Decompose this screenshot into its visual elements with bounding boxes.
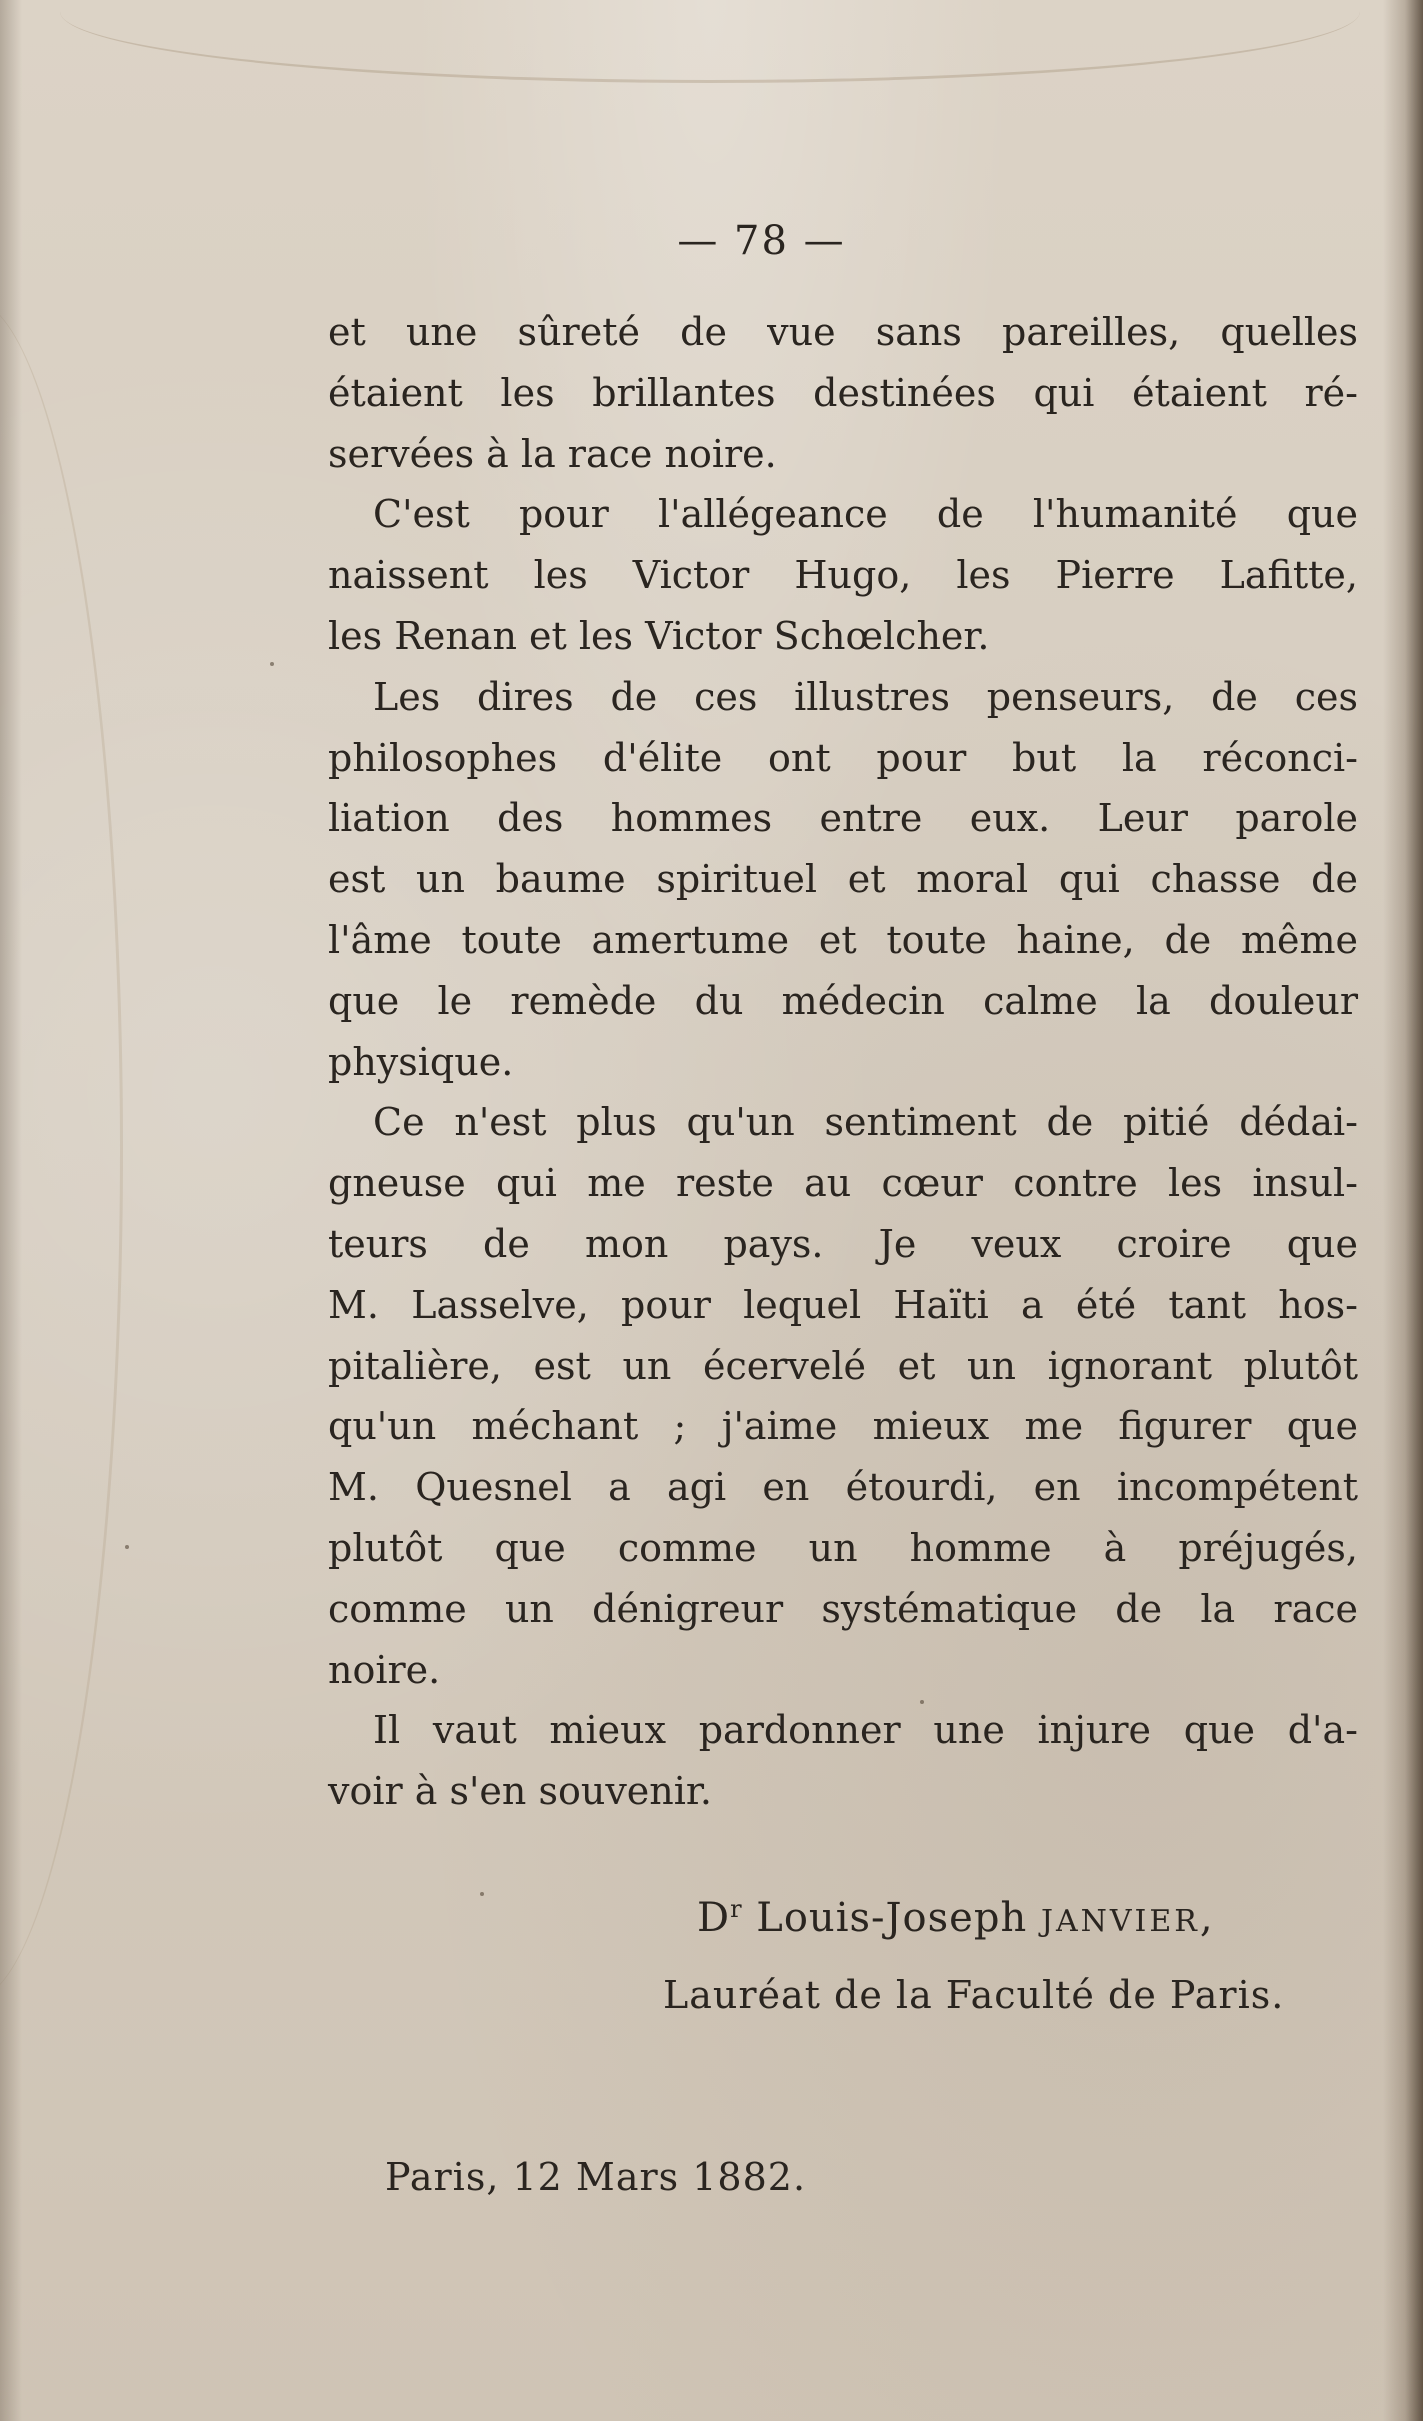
- body-text: [328, 302, 1358, 1822]
- text-line: et une sûreté de vue sans pareilles, quelles: [328, 310, 1358, 354]
- text-line: l'âme toute amertume et toute haine, de même: [328, 917, 1358, 962]
- text-line: est un baume spirituel et moral qui chasse de: [328, 857, 1358, 902]
- date-line: Paris, 12 Mars 1882.: [385, 2155, 807, 2199]
- page-curl-top: [60, 0, 1360, 83]
- text-line: teurs de mon pays. Je veux croire que: [328, 1221, 1358, 1266]
- paper-speck: [480, 1892, 484, 1896]
- text-line: Les dires de ces illustres penseurs, de ces: [373, 674, 1358, 719]
- paper-speck: [270, 662, 274, 666]
- text-line: noire.: [328, 1647, 441, 1692]
- text-line: liation des hommes entre eux. Leur parole: [328, 796, 1358, 841]
- text-line: plutôt que comme un homme à préjugés,: [328, 1525, 1358, 1570]
- signature-surname: JANVIER: [1040, 1904, 1200, 1939]
- text-line: M. Quesnel a agi en étourdi, en incompétent: [328, 1465, 1358, 1510]
- text-line: Ce n'est plus qu'un sentiment de pitié dédai-: [373, 1100, 1358, 1145]
- text-line: étaient les brillantes destinées qui étaient ré-: [328, 370, 1358, 415]
- page-edge-left: [0, 0, 22, 2421]
- text-line: servées à la race noire.: [328, 431, 777, 476]
- text-line: que le remède du médecin calme la douleur: [328, 978, 1358, 1023]
- paper-speck: [920, 1700, 924, 1704]
- signature-name: Louis-Joseph: [756, 1895, 1028, 1941]
- text-line: comme un dénigreur systématique de la race: [328, 1586, 1358, 1631]
- text-line: C'est pour l'allégeance de l'humanité que: [373, 492, 1358, 537]
- page-number: — 78 —: [677, 218, 846, 264]
- signature-title: D: [697, 1895, 731, 1941]
- signature: [697, 1895, 1214, 1941]
- text-line: Il vaut mieux pardonner une injure que d'a-: [373, 1708, 1358, 1753]
- text-line: qu'un méchant ; j'aime mieux me figurer que: [328, 1404, 1358, 1449]
- signature-title-sup: r: [730, 1895, 743, 1923]
- binding-shadow: [1383, 0, 1423, 2421]
- signature-affiliation: Lauréat de la Faculté de Paris.: [663, 1973, 1285, 2017]
- text-line: les Renan et les Victor Schœlcher.: [328, 613, 990, 658]
- text-line: philosophes d'élite ont pour but la réconci-: [328, 735, 1358, 780]
- signature-trailing: ,: [1199, 1895, 1214, 1941]
- text-line: gneuse qui me reste au cœur contre les insul-: [328, 1161, 1358, 1206]
- text-line: pitalière, est un écervelé et un ignorant plutôt: [328, 1343, 1358, 1388]
- text-line: physique.: [328, 1039, 514, 1084]
- text-line: M. Lasselve, pour lequel Haïti a été tant hos-: [328, 1282, 1358, 1327]
- text-line: voir à s'en souvenir.: [328, 1769, 712, 1814]
- text-line: naissent les Victor Hugo, les Pierre Lafitte,: [328, 553, 1358, 598]
- paper-speck: [125, 1545, 129, 1549]
